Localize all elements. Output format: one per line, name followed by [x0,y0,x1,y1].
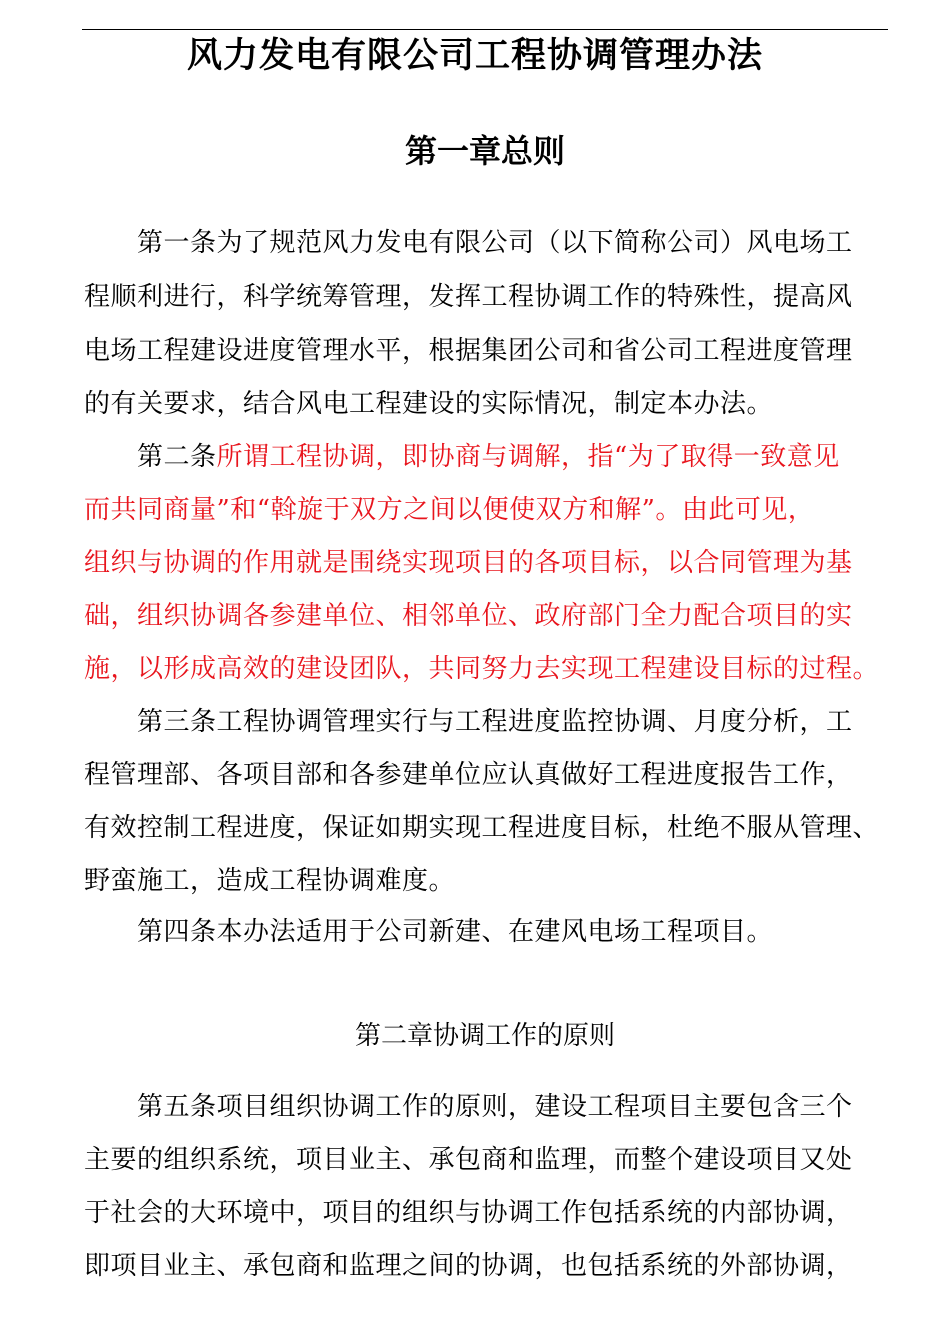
article-3-line: 有效控制工程进度，保证如期实现工程进度目标，杜绝不服从管理、 [84,813,880,843]
article-2-line: 而共同商量”和“斡旋于双方之间以便使双方和解”。由此可见， [84,495,815,525]
article-1-line: 程顺利进行，科学统筹管理，发挥工程协调工作的特殊性，提高风 [84,282,853,312]
header-rule [82,29,888,30]
article-1-line: 的有关要求，结合风电工程建设的实际情况，制定本办法。 [84,389,774,419]
article-5-line: 第五条项目组织协调工作的原则，建设工程项目主要包含三个 [137,1092,853,1122]
article-label: 第二条 [137,442,217,472]
chapter-heading: 第二章协调工作的原则 [354,1021,615,1051]
article-4-line: 第四条本办法适用于公司新建、在建风电场工程项目。 [137,917,774,947]
article-2-line: 施，以形成高效的建设团队，共同努力去实现工程建设目标的过程。 [84,654,880,684]
article-5-line: 主要的组织系统，项目业主、承包商和监理，而整个建设项目又处 [84,1145,853,1175]
article-2-line: 础，组织协调各参建单位、相邻单位、政府部门全力配合项目的实 [84,601,853,631]
article-1-line: 第一条为了规范风力发电有限公司（以下简称公司）风电场工 [137,228,853,258]
article-1-line: 电场工程建设进度管理水平，根据集团公司和省公司工程进度管理 [84,336,853,366]
article-5-line: 于社会的大环境中，项目的组织与协调工作包括系统的内部协调， [84,1198,853,1228]
article-3-line: 第三条工程协调管理实行与工程进度监控协调、月度分析，工 [137,707,853,737]
chapter-heading: 第一章总则 [404,132,565,170]
article-3-line: 野蛮施工，造成工程协调难度。 [84,866,456,896]
article-3-line: 程管理部、各项目部和各参建单位应认真做好工程进度报告工作， [84,760,853,790]
article-5-line: 即项目业主、承包商和监理之间的协调，也包括系统的外部协调， [84,1251,853,1281]
article-2-line: 组织与协调的作用就是围绕实现项目的各项目标，以合同管理为基 [84,548,853,578]
document-title: 风力发电有限公司工程协调管理办法 [186,36,763,76]
highlighted-text: 所谓工程协调，即协商与调解，指“为了取得一致意见 [216,442,840,472]
article-2-line [137,440,840,474]
